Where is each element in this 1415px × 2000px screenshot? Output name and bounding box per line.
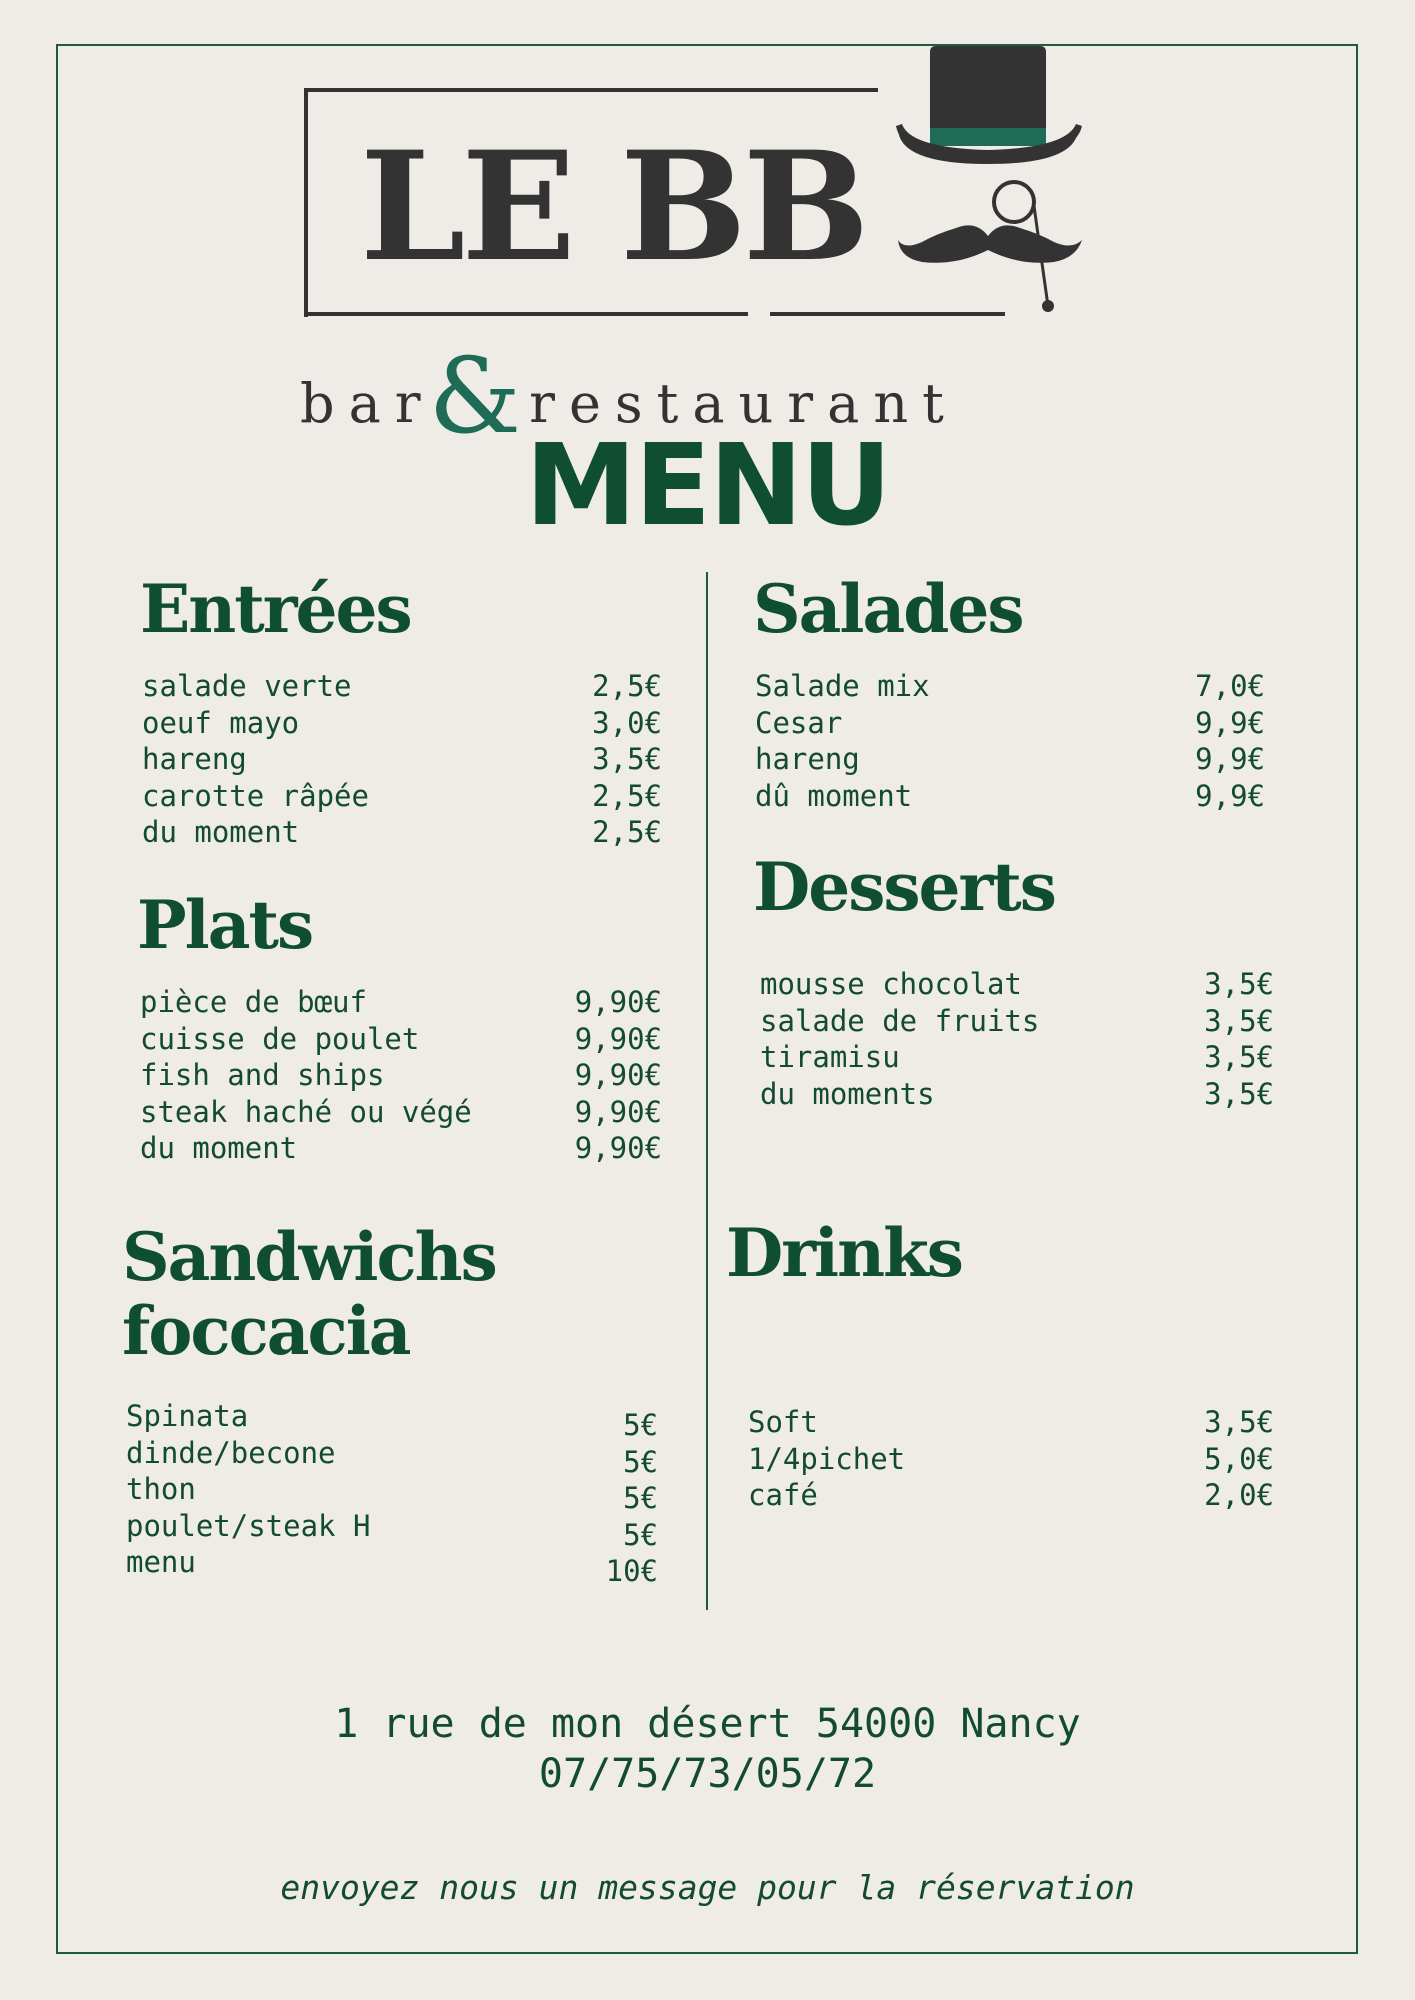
list-item bbox=[140, 1057, 662, 1094]
list-item bbox=[126, 1398, 658, 1442]
tagline-restaurant: restaurant bbox=[529, 372, 958, 435]
item-price: 2,0€ bbox=[1204, 1478, 1274, 1512]
item-name: Cesar bbox=[755, 705, 843, 740]
item-price: 5€ bbox=[623, 1444, 658, 1479]
section-title-line: Sandwichs bbox=[122, 1218, 496, 1296]
list-item bbox=[140, 1021, 662, 1058]
item-name: fish and ships bbox=[140, 1058, 385, 1092]
list-item bbox=[748, 1477, 1274, 1514]
list-item bbox=[760, 1039, 1274, 1076]
item-price: 9,90€ bbox=[574, 1094, 662, 1129]
list-item bbox=[755, 741, 1265, 778]
item-name: salade verte bbox=[142, 669, 352, 703]
item-price: 3,5€ bbox=[592, 742, 662, 776]
item-price: 5,0€ bbox=[1204, 1441, 1274, 1476]
brand-logo bbox=[290, 44, 1100, 457]
tagline-bar: bar bbox=[300, 372, 435, 435]
footer-address: 1 rue de mon désert 54000 Nancy bbox=[334, 1701, 1081, 1747]
item-name: Spinata bbox=[126, 1399, 249, 1433]
section-title-line: foccacia bbox=[122, 1292, 410, 1370]
item-name: Soft bbox=[748, 1405, 818, 1439]
section-title-drinks: Drinks bbox=[726, 1214, 962, 1292]
list-item bbox=[142, 668, 662, 705]
brand-name: LE BB bbox=[360, 119, 866, 295]
list-item bbox=[748, 1404, 1274, 1441]
list-item bbox=[760, 1076, 1274, 1113]
item-price: 9,90€ bbox=[574, 1058, 662, 1092]
list-item bbox=[748, 1441, 1274, 1478]
list-item bbox=[760, 1003, 1274, 1040]
entrees-list bbox=[142, 668, 662, 851]
item-price: 3,5€ bbox=[1204, 1076, 1274, 1111]
section-title-desserts: Desserts bbox=[753, 848, 1055, 926]
drinks-list bbox=[748, 1404, 1274, 1514]
item-name: Salade mix bbox=[755, 669, 930, 703]
item-name: hareng bbox=[755, 742, 860, 776]
item-name: du moments bbox=[760, 1076, 935, 1111]
item-price: 2,5€ bbox=[592, 815, 662, 849]
item-name: steak haché ou végé bbox=[140, 1094, 472, 1129]
list-item bbox=[140, 1094, 662, 1131]
item-price: 3,0€ bbox=[592, 705, 662, 740]
item-price: 9,9€ bbox=[1195, 742, 1265, 776]
menu-title: MENU bbox=[525, 421, 890, 551]
desserts-list bbox=[760, 966, 1274, 1112]
item-price: 3,5€ bbox=[1204, 1003, 1274, 1038]
list-item bbox=[755, 668, 1265, 705]
item-price: 5€ bbox=[623, 1517, 658, 1552]
item-name: tiramisu bbox=[760, 1040, 900, 1074]
item-price: 9,90€ bbox=[574, 1021, 662, 1056]
item-price: 2,5€ bbox=[592, 669, 662, 703]
item-name: menu bbox=[126, 1545, 196, 1579]
plats-list bbox=[140, 984, 662, 1167]
item-name: dinde/becone bbox=[126, 1435, 336, 1470]
item-price: 3,5€ bbox=[1204, 1405, 1274, 1439]
column-divider bbox=[706, 572, 708, 1610]
item-price: 7,0€ bbox=[1195, 669, 1265, 703]
item-price: 9,9€ bbox=[1195, 778, 1265, 813]
list-item bbox=[760, 966, 1274, 1003]
list-item bbox=[126, 1435, 658, 1479]
list-item bbox=[142, 814, 662, 851]
list-item bbox=[142, 778, 662, 815]
item-price: 5€ bbox=[623, 1408, 658, 1442]
item-name: oeuf mayo bbox=[142, 705, 300, 740]
list-item bbox=[755, 778, 1265, 815]
item-name: carotte râpée bbox=[142, 778, 369, 813]
item-name: 1/4pichet bbox=[748, 1441, 906, 1476]
item-name: dû moment bbox=[755, 778, 913, 813]
item-price: 3,5€ bbox=[1204, 967, 1274, 1001]
list-item bbox=[755, 705, 1265, 742]
section-title-sandwichs bbox=[122, 1220, 496, 1368]
salades-list bbox=[755, 668, 1265, 814]
item-name: mousse chocolat bbox=[760, 967, 1022, 1001]
item-price: 3,5€ bbox=[1204, 1040, 1274, 1074]
list-item bbox=[126, 1544, 658, 1588]
item-name: café bbox=[748, 1478, 818, 1512]
item-name: salade de fruits bbox=[760, 1003, 1040, 1038]
item-name: cuisse de poulet bbox=[140, 1021, 420, 1056]
list-item bbox=[126, 1471, 658, 1515]
section-title-plats: Plats bbox=[137, 886, 313, 964]
logo-underline-left bbox=[308, 312, 748, 316]
list-item bbox=[142, 705, 662, 742]
section-title-entrees: Entrées bbox=[140, 570, 411, 648]
list-item bbox=[126, 1508, 658, 1552]
item-name: du moment bbox=[142, 815, 300, 849]
list-item bbox=[140, 984, 662, 1021]
item-name: pièce de bœuf bbox=[140, 985, 367, 1019]
section-title-salades: Salades bbox=[753, 570, 1023, 648]
moustache-icon bbox=[898, 225, 1082, 262]
footer-phone: 07/75/73/05/72 bbox=[538, 1751, 877, 1797]
top-hat-icon bbox=[896, 44, 1096, 314]
footer-reservation-note: envoyez nous un message pour la réservation bbox=[280, 1868, 1135, 1907]
tagline-ampersand: & bbox=[428, 335, 522, 457]
list-item bbox=[140, 1130, 662, 1167]
sandwichs-list bbox=[126, 1398, 658, 1588]
item-price: 5€ bbox=[623, 1481, 658, 1515]
item-price: 9,9€ bbox=[1195, 705, 1265, 740]
item-price: 2,5€ bbox=[592, 778, 662, 813]
item-price: 9,90€ bbox=[574, 1131, 662, 1165]
item-name: du moment bbox=[140, 1131, 298, 1165]
item-price: 10€ bbox=[605, 1554, 658, 1588]
item-price: 9,90€ bbox=[574, 985, 662, 1019]
item-name: hareng bbox=[142, 742, 247, 776]
list-item bbox=[142, 741, 662, 778]
item-name: thon bbox=[126, 1472, 196, 1506]
item-name: poulet/steak H bbox=[126, 1508, 371, 1543]
